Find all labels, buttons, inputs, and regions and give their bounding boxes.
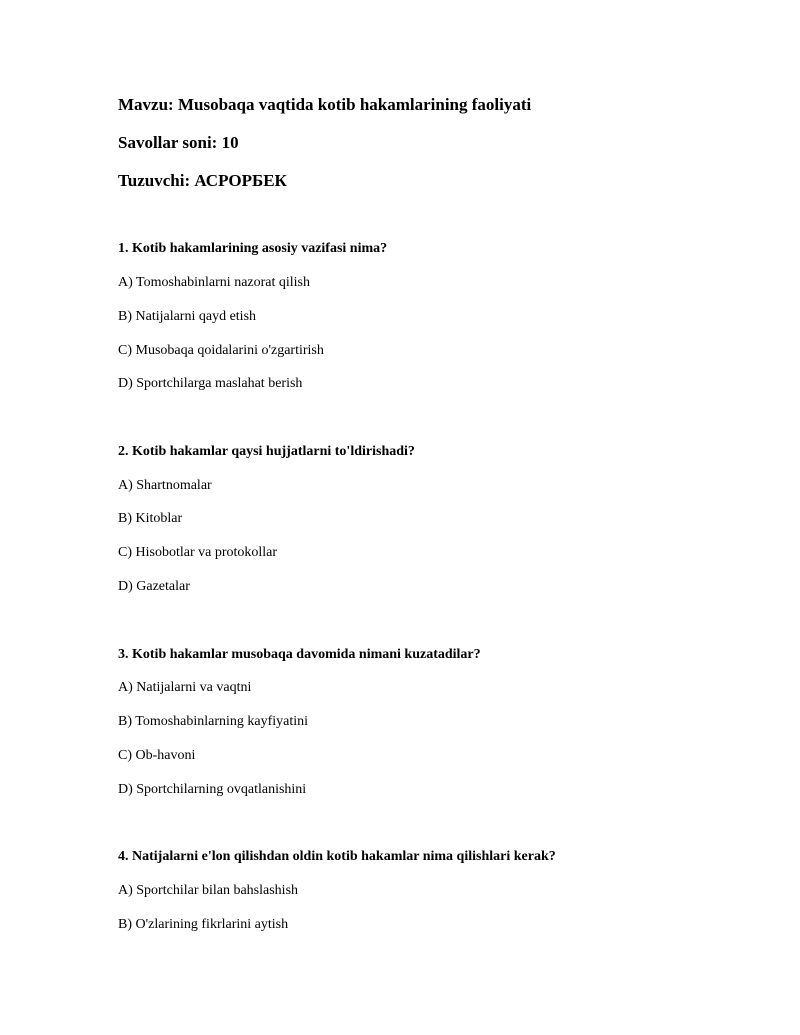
author-line: Tuzuvchi: АСРОРБЕК — [118, 171, 287, 190]
question-2: 2. Kotib hakamlar qaysi hujjatlarni to'ldirishadi? — [118, 444, 415, 459]
question-2-option-a: A) Shartnomalar — [118, 478, 212, 493]
question-count: Savollar soni: 10 — [118, 133, 239, 152]
question-2-option-d: D) Gazetalar — [118, 579, 190, 594]
question-3-option-b: B) Tomoshabinlarning kayfiyatini — [118, 714, 309, 729]
question-1-option-c: C) Musobaqa qoidalarini o'zgartirish — [118, 343, 324, 358]
question-1-option-d: D) Sportchilarga maslahat berish — [118, 376, 303, 391]
question-1: 1. Kotib hakamlarining asosiy vazifasi nima? — [118, 241, 388, 256]
question-1-option-b: B) Natijalarni qayd etish — [118, 309, 257, 324]
question-4-option-a: A) Sportchilar bilan bahslashish — [118, 883, 299, 898]
topic-heading: Mavzu: Musobaqa vaqtida kotib hakamlarining faoliyati — [118, 95, 532, 114]
question-2-option-c: C) Hisobotlar va protokollar — [118, 545, 278, 560]
question-4-option-b: B) O'zlarining fikrlarini aytish — [118, 917, 289, 932]
question-1-option-a: A) Tomoshabinlarni nazorat qilish — [118, 275, 311, 290]
question-3-option-a: A) Natijalarni va vaqtni — [118, 680, 252, 695]
question-3-option-c: C) Ob-havoni — [118, 748, 196, 763]
question-3-option-d: D) Sportchilarning ovqatlanishini — [118, 782, 307, 797]
question-3: 3. Kotib hakamlar musobaqa davomida nimani kuzatadilar? — [118, 647, 481, 662]
question-2-option-b: B) Kitoblar — [118, 511, 183, 526]
question-4: 4. Natijalarni e'lon qilishdan oldin kotib hakamlar nima qilishlari kerak? — [118, 849, 556, 864]
